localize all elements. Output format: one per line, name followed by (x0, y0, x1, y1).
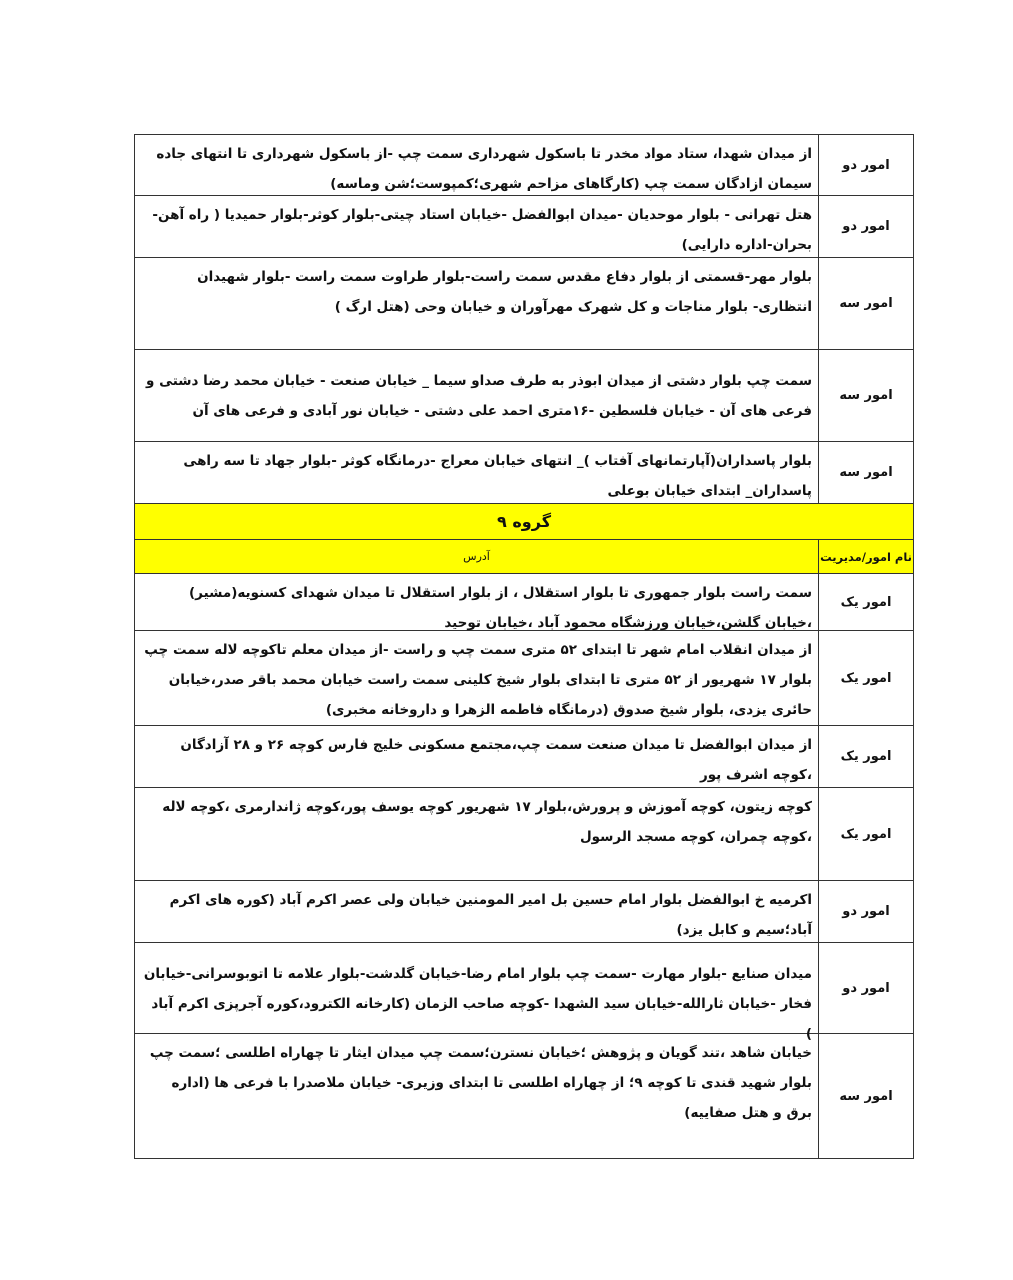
unit-cell: امور سه (818, 442, 913, 503)
unit-cell: امور دو (818, 135, 913, 195)
column-header-row (135, 540, 913, 574)
table-row (135, 1034, 913, 1158)
outage-schedule-table (134, 134, 914, 1159)
address-cell: بلوار مهر-قسمتی از بلوار دفاع مقدس سمت راست-بلوار طراوت سمت راست -بلوار شهیدان انتظاری- بلوار مناجات و کل شهرک مهرآوران و خیابان وحی (هتل ارگ ) (197, 269, 812, 315)
table-row (135, 943, 913, 1042)
unit-cell: امور یک (818, 788, 913, 880)
address-cell: اکرمیه خ ابوالفضل بلوار امام حسین بل امیر المومنین خیابان ولی عصر اکرم آباد (کوره های اکرم آباد؛سیم و کابل یزد) (169, 892, 812, 938)
address-cell: از میدان انقلاب امام شهر تا ابتدای ۵۲ متری سمت چپ و راست -از میدان معلم تاکوچه لاله سمت چپ بلوار ۱۷ شهریور از ۵۲ متری تا ابتدای بلوار شیخ کلینی سمت راست خیابان محمد باقر صدر،خیابان حائری یزدی، بلوار شیخ صدوق (درمانگاه فاطمه الزهرا و داروخانه مخبری) (144, 642, 812, 718)
table-row (135, 196, 913, 258)
column-header-unit: نام امور/مدیریت (818, 540, 913, 573)
address-cell: کوچه زیتون، کوچه آموزش و پرورش،بلوار ۱۷ شهریور کوچه یوسف پور،کوچه ژاندارمری ،کوچه لاله ،کوچه چمران، کوچه مسجد الرسول (162, 799, 812, 845)
unit-cell: امور دو (818, 196, 913, 257)
table-row (135, 442, 913, 504)
address-cell: از میدان شهدا، ستاد مواد مخدر تا باسکول شهرداری سمت چپ -از باسکول شهرداری تا انتهای جاده سیمان ازادگان سمت چپ (کارگاهای مزاحم شهری؛کمپوست؛شن وماسه) (156, 146, 812, 192)
table-row (135, 726, 913, 788)
unit-cell: امور سه (818, 350, 913, 441)
unit-cell: امور یک (818, 574, 913, 630)
table-row (135, 631, 913, 726)
address-cell: هتل تهرانی - بلوار موحدیان -میدان ابوالفضل -خیابان استاد چیتی-بلوار کوثر-بلوار حمیدیا ( راه آهن-بحران-اداره دارایی) (152, 207, 812, 253)
address-cell: میدان صنایع -بلوار مهارت -سمت چپ بلوار امام رضا-خیابان گلدشت-بلوار علامه تا اتوبوسرانی-خیابان فخار -خیابان ثارالله-خیابان سید الشهدا -کوچه صاحب الزمان (کارخانه الکترود،کوره آجرپزی اکرم آباد ) (143, 966, 812, 1042)
table-row (135, 258, 913, 350)
group-header (135, 504, 913, 540)
unit-cell: امور یک (818, 726, 913, 787)
unit-cell: امور دو (818, 943, 913, 1033)
table-row (135, 574, 913, 631)
unit-cell: امور دو (818, 881, 913, 942)
unit-cell: امور سه (818, 1034, 913, 1158)
address-cell: بلوار پاسداران(آپارتمانهای آفتاب )_ انتهای خیابان معراج -درمانگاه کوثر -بلوار جهاد تا سه راهی پاسداران_ ابتدای خیابان بوعلی (183, 453, 812, 499)
column-header-address: آدرس (463, 550, 490, 563)
address-cell: از میدان ابوالفضل تا میدان صنعت سمت چپ،مجتمع مسکونی خلیج فارس کوچه ۲۶ و ۲۸ آزادگان ،کوچه اشرف پور (180, 737, 812, 783)
table-row (135, 350, 913, 442)
table-row (135, 881, 913, 943)
address-cell: سمت راست بلوار جمهوری تا بلوار استقلال ، از بلوار استقلال تا میدان شهدای کسنویه(مشیر) ،خیابان گلشن،خیابان ورزشگاه محمود آباد ،خیابان توحید (189, 585, 812, 631)
group-title: گروه ۹ (497, 512, 551, 531)
unit-cell: امور یک (818, 631, 913, 725)
unit-cell: امور سه (818, 258, 913, 349)
table-row (135, 135, 913, 196)
address-cell: سمت چپ بلوار دشتی از میدان ابوذر به طرف صداو سیما _ خیابان صنعت - خیابان محمد رضا دشتی و فرعی های آن - خیابان فلسطین -۱۶متری احمد علی دشتی - خیابان نور آبادی و فرعی های آن (146, 373, 812, 419)
table-row (135, 788, 913, 881)
address-cell: خیابان شاهد ،تند گویان و پژوهش ؛خیابان نسترن؛سمت چپ میدان ایثار تا چهاراه اطلسی ؛سمت چپ بلوار شهید قندی تا کوچه ۹؛ از چهاراه اطلسی تا ابتدای وزیری- خیابان ملاصدرا با فرعی ها (اداره برق و هتل صفاییه) (149, 1045, 812, 1121)
